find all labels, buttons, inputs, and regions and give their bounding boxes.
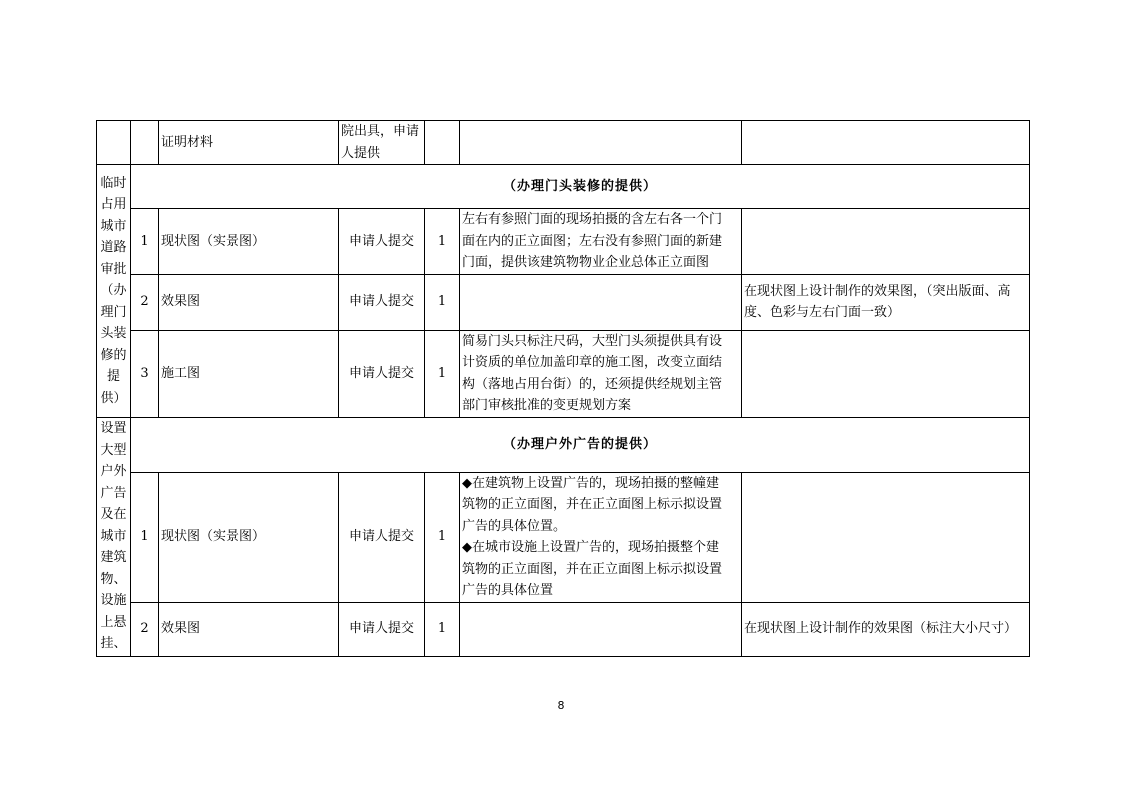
table-row xyxy=(97,472,1030,602)
material-name-cell: 证明材料 xyxy=(159,121,339,165)
source-cell: 院出具，申请 人提供 xyxy=(339,121,425,165)
table-row xyxy=(97,209,1030,275)
table-row xyxy=(97,330,1030,417)
count-cell xyxy=(425,121,460,165)
category-cell-outdoor-ads: 设置 大型 户外 广告 及在 城市 建筑 物、 设施 上悬 挂、 xyxy=(97,417,131,656)
source-cell: 申请人提交 xyxy=(339,330,425,417)
note-cell xyxy=(742,330,1030,417)
requirement-cell xyxy=(460,602,742,656)
note-cell xyxy=(742,121,1030,165)
source-cell: 申请人提交 xyxy=(339,209,425,275)
category-cell-door-decoration: 临时 占用 城市 道路 审批 （办 理门 头装 修的 提 供） xyxy=(97,165,131,418)
source-cell: 申请人提交 xyxy=(339,472,425,602)
material-name-cell: 现状图（实景图） xyxy=(159,472,339,602)
count-cell: 1 xyxy=(425,472,460,602)
category-cell xyxy=(97,121,131,165)
section-header-row xyxy=(97,417,1030,472)
table-row xyxy=(97,602,1030,656)
requirement-cell: ◆在建筑物上设置广告的，现场拍摄的整幢建 筑物的正立面图，并在正立面图上标示拟设置 广告的具体位置。 ◆在城市设施上设置广告的，现场拍摄整个建 筑物的正立面图，并在正立面图上标示拟设置 广告的具体位置 xyxy=(460,472,742,602)
material-name-cell: 现状图（实景图） xyxy=(159,209,339,275)
count-cell: 1 xyxy=(425,274,460,330)
requirement-cell xyxy=(460,274,742,330)
material-name-cell: 效果图 xyxy=(159,274,339,330)
section-title: （办理门头装修的提供） xyxy=(131,165,1030,209)
count-cell: 1 xyxy=(425,602,460,656)
note-cell: 在现状图上设计制作的效果图（标注大小尺寸） xyxy=(742,602,1030,656)
requirement-cell xyxy=(460,121,742,165)
count-cell: 1 xyxy=(425,209,460,275)
source-cell: 申请人提交 xyxy=(339,602,425,656)
material-name-cell: 施工图 xyxy=(159,330,339,417)
material-name-cell: 效果图 xyxy=(159,602,339,656)
note-cell: 在现状图上设计制作的效果图，（突出版面、高 度、色彩与左右门面一致） xyxy=(742,274,1030,330)
materials-table xyxy=(96,120,1030,657)
count-cell: 1 xyxy=(425,330,460,417)
section-title: （办理户外广告的提供） xyxy=(131,417,1030,472)
table-row xyxy=(97,121,1030,165)
number-cell: 3 xyxy=(131,330,159,417)
requirement-cell: 简易门头只标注尺码，大型门头须提供具有设 计资质的单位加盖印章的施工图，改变立面结 构（落地占用台街）的，还须提供经规划主管 部门审核批准的变更规划方案 xyxy=(460,330,742,417)
number-cell: 1 xyxy=(131,209,159,275)
requirement-cell: 左右有参照门面的现场拍摄的含左右各一个门 面在内的正立面图；左右没有参照门面的新建 门面，提供该建筑物物业企业总体正立面图 xyxy=(460,209,742,275)
number-cell: 2 xyxy=(131,602,159,656)
table-row xyxy=(97,274,1030,330)
page-number: 8 xyxy=(557,699,565,712)
section-header-row xyxy=(97,165,1030,209)
note-cell xyxy=(742,209,1030,275)
number-cell xyxy=(131,121,159,165)
source-cell: 申请人提交 xyxy=(339,274,425,330)
number-cell: 2 xyxy=(131,274,159,330)
note-cell xyxy=(742,472,1030,602)
number-cell: 1 xyxy=(131,472,159,602)
